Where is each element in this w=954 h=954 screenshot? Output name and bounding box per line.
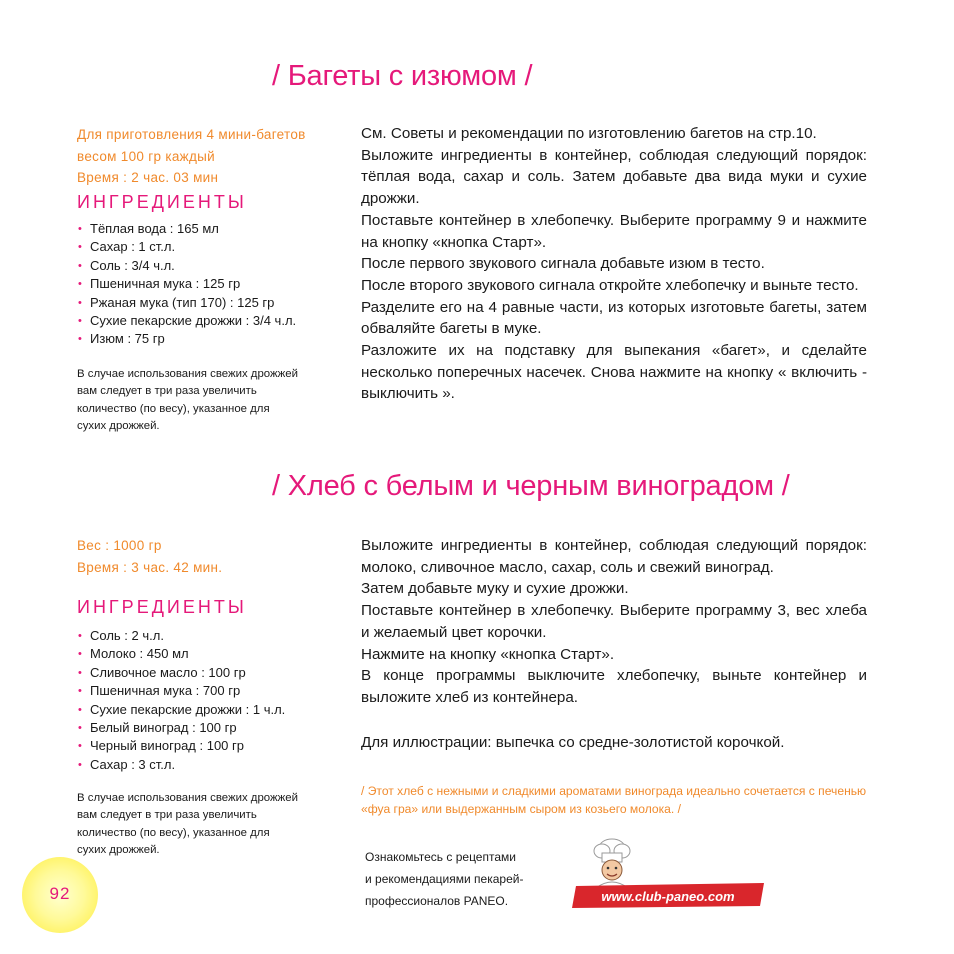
ingredient-item: • Соль : 3/4 ч.л. [77, 257, 296, 275]
recipe2-meta-line: Вес : 1000 гр [77, 538, 162, 553]
club-text-line: профессионалов PANEO. [365, 893, 509, 908]
instruction-paragraph: См. Советы и рекомендации по изготовлению багетов на стр.10. [361, 125, 817, 142]
recipe2-instructions [361, 535, 867, 709]
recipe2-ingredients-heading: ИНГРЕДИЕНТЫ [77, 597, 247, 617]
ingredient-item: • Сухие пекарские дрожжи : 1 ч.л. [77, 701, 285, 719]
instruction-paragraph: Поставьте контейнер в хлебопечку. Выберите программу 3, вес хлеба и желаемый цвет корочки. [361, 602, 867, 641]
recipe1-meta-line: весом 100 гр каждый [77, 148, 215, 164]
illustration-note: Для иллюстрации: выпечка со средне-золотистой корочкой. [361, 734, 785, 751]
recipe2-yeast-note [77, 790, 339, 860]
note-line: вам следует в три раза увеличить [77, 809, 257, 822]
ingredient-item: • Тёплая вода : 165 мл [77, 220, 296, 238]
recipe1-meta-line: Для приготовления 4 мини-багетов [77, 127, 306, 142]
recipe1-meta-line: Время : 2 час. 03 мин [77, 170, 219, 185]
recipe1-title: / Багеты с изюмом / [272, 60, 533, 92]
note-line: В случае использования свежих дрожжей [77, 368, 298, 380]
ingredient-item: • Сахар : 1 ст.л. [77, 238, 296, 256]
recipe1-ingredients-list [77, 220, 296, 349]
instruction-paragraph: Выложите ингредиенты в контейнер, соблюдая следующий порядок: молоко, сливочное масло, сахар, соль и свежий виноград. [361, 537, 867, 576]
club-invitation-text [365, 847, 523, 912]
club-text-line: Ознакомьтесь с рецептами [365, 850, 516, 864]
club-text-line: и рекомендациями пекарей- [365, 871, 524, 886]
recipe2-quote: / Этот хлеб с нежными и сладкими ароматами винограда идеально сочетается с печенью «фуа гра» или выдержанным сыром из козьего молока. / [361, 784, 867, 817]
note-line: количество (по весу), указанное для [77, 402, 270, 415]
instruction-paragraph: Нажмите на кнопку «кнопка Старт». [361, 645, 615, 663]
ingredient-item: • Ржаная мука (тип 170) : 125 гр [77, 294, 296, 312]
ingredient-item: • Изюм : 75 гр [77, 330, 296, 348]
logo-text: www.club-paneo.com [601, 889, 735, 904]
instruction-paragraph: Выложите ингредиенты в контейнер, соблюдая следующий порядок: тёплая вода, сахар и соль. Затем добавьте два вида муки и сухие дрожжи. [361, 146, 867, 208]
recipe2-meta [77, 535, 222, 578]
note-line: количество (по весу), указанное для [77, 826, 270, 839]
instruction-paragraph: Затем добавьте муку и сухие дрожжи. [361, 580, 629, 598]
ingredient-item: • Белый виноград : 100 гр [77, 719, 285, 737]
page-number: 92 [49, 884, 71, 903]
instruction-paragraph: Поставьте контейнер в хлебопечку. Выберите программу 9 и нажмите на кнопку «кнопка Старт». [361, 211, 867, 251]
recipe2-title: / Хлеб с белым и черным виноградом / [272, 470, 790, 502]
note-line: В случае использования свежих дрожжей [77, 792, 298, 804]
ingredient-item: • Соль : 2 ч.л. [77, 627, 285, 645]
recipe1-ingredients-heading: ИНГРЕДИЕНТЫ [77, 192, 247, 212]
instruction-paragraph: В конце программы выключите хлебопечку, выньте контейнер и выложите хлеб из контейнера. [361, 667, 867, 706]
ingredient-item: • Сахар : 3 ст.л. [77, 756, 285, 774]
note-line: вам следует в три раза увеличить [77, 385, 257, 398]
club-paneo-logo[interactable] [572, 836, 768, 916]
ingredient-item: • Молоко : 450 мл [77, 645, 285, 663]
ingredient-item: • Сухие пекарские дрожжи : 3/4 ч.л. [77, 312, 296, 330]
recipe1-instructions [361, 123, 867, 405]
ingredient-item: • Пшеничная мука : 700 гр [77, 682, 285, 700]
note-line: сухих дрожжей. [77, 420, 160, 433]
ingredient-item: • Черный виноград : 100 гр [77, 737, 285, 755]
instruction-paragraph: После первого звукового сигнала добавьте изюм в тесто. [361, 255, 765, 273]
instruction-paragraph: Разделите его на 4 равные части, из которых изготовьте багеты, затем обваляйте багеты в муке. [361, 298, 867, 338]
recipe2-ingredients-list [77, 627, 285, 774]
recipe2-meta-line: Время : 3 час. 42 мин. [77, 559, 223, 575]
page-number-badge [22, 857, 98, 933]
ingredient-item: • Сливочное масло : 100 гр [77, 664, 285, 682]
note-line: сухих дрожжей. [77, 844, 160, 857]
instruction-paragraph: После второго звукового сигнала откройте хлебопечку и выньте тесто. [361, 276, 859, 294]
recipe1-yeast-note [77, 366, 339, 436]
recipe1-meta [77, 124, 306, 189]
instruction-paragraph: Разложите их на подставку для выпекания «багет», и сделайте несколько поперечных насечек. Снова нажмите на кнопку « включить - выключить ». [361, 342, 867, 403]
ingredient-item: • Пшеничная мука : 125 гр [77, 275, 296, 293]
